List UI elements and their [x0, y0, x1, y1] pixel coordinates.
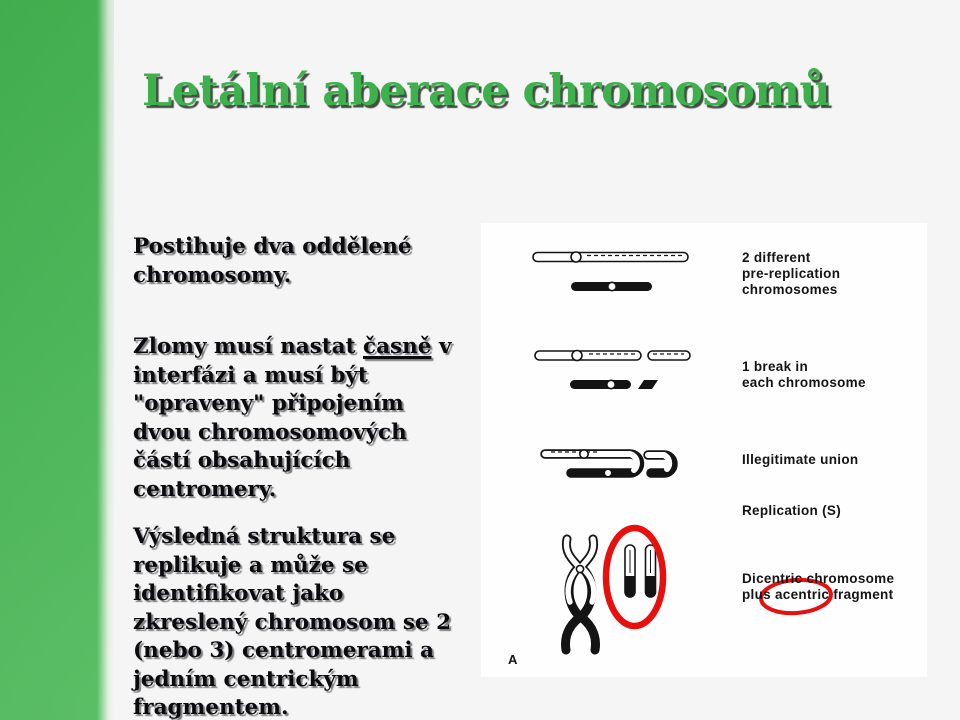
illegitimate-union-figure	[545, 450, 673, 477]
paragraph-2	[133, 333, 495, 504]
text-line	[133, 333, 495, 362]
text-line: interfázi a musí být	[133, 362, 368, 388]
text-line: částí obsahujících	[133, 448, 351, 473]
text-line: zkreslený chromosom se 2	[133, 609, 452, 635]
paragraph-2-tail: v	[431, 334, 452, 359]
left-accent-bar	[0, 0, 114, 720]
text-line: Postihuje dva oddělené	[133, 234, 412, 259]
label-step2-line2: each chromosome	[742, 375, 866, 390]
acentric-fragments-figure	[625, 545, 656, 597]
label-step2-line1: 1 break in	[742, 359, 809, 374]
slide-title: Letální aberace chromosomů	[142, 66, 831, 116]
paragraph-3	[133, 523, 495, 720]
text-line: centromery.	[133, 476, 277, 502]
text-line: identifikovat jako	[133, 581, 344, 606]
label-step4: Replication (S)	[742, 503, 842, 518]
text-line: dvou chromosomových	[133, 419, 407, 445]
text-line: "opraveny" připojením	[133, 391, 404, 416]
broken-chromosomes-figure	[535, 351, 690, 390]
paragraph-2-lead: Zlomy musí nastat	[133, 334, 364, 359]
label-step1-line3: chromosomes	[742, 282, 838, 297]
label-step5-line1: Dicentric chromosome	[742, 571, 895, 586]
text-line: jedním centrickým	[133, 666, 359, 692]
text-line: Výsledná struktura se	[133, 524, 396, 549]
label-step1-line1: 2 different	[742, 250, 811, 265]
body-text-block	[133, 233, 495, 720]
dicentric-chromosome-figure	[566, 539, 596, 650]
text-line: chromosomy.	[133, 262, 292, 288]
text-line: (nebo 3) centromerami a	[133, 638, 434, 663]
underlined-word: časně	[363, 334, 432, 359]
label-step5-line2: plus acentric fragment	[742, 587, 894, 602]
text-line: fragmentem.	[133, 695, 289, 720]
label-step3: Illegitimate union	[742, 452, 859, 467]
panel-marker-a: A	[508, 652, 518, 667]
paragraph-1	[133, 233, 495, 290]
pre-replication-chromosomes-figure	[533, 252, 688, 291]
chromosome-diagram	[481, 223, 927, 677]
text-line: replikuje a může se	[133, 552, 368, 578]
label-step1-line2: pre-replication	[742, 266, 841, 281]
